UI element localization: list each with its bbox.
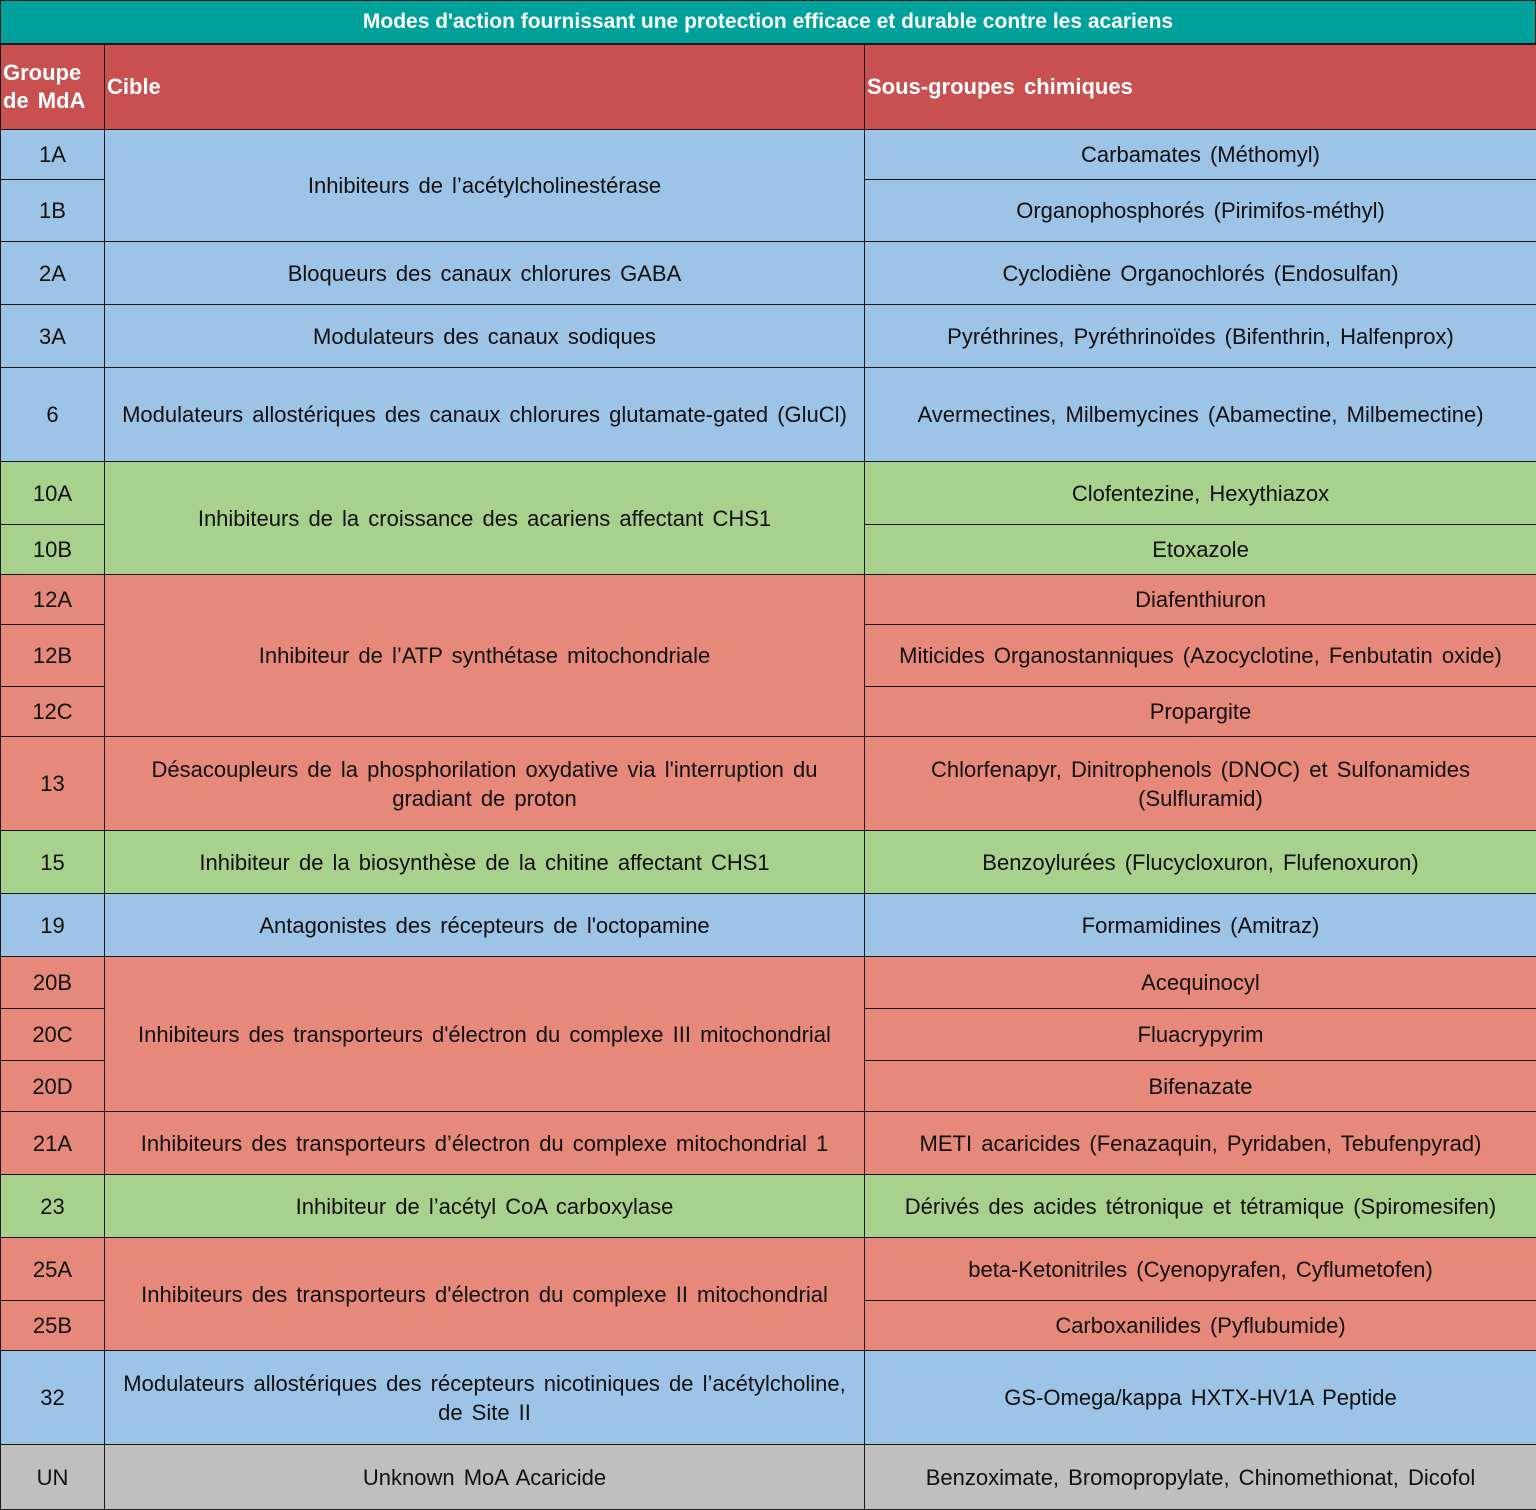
moa-table <box>0 44 1536 1510</box>
table-row <box>1 575 1536 625</box>
group-cell: 32 <box>1 1351 105 1445</box>
group-cell: 12C <box>1 687 105 737</box>
subgroup-cell: beta-Ketonitriles (Cyenopyrafen, Cyflumetofen) <box>865 1238 1536 1301</box>
target-cell: Modulateurs allostériques des récepteurs nicotiniques de l’acétylcholine, de Site II <box>105 1351 865 1445</box>
group-cell: 23 <box>1 1175 105 1238</box>
subgroup-cell: Miticides Organostanniques (Azocyclotine, Fenbutatin oxide) <box>865 625 1536 687</box>
table-row <box>1 1112 1536 1175</box>
target-cell: Inhibiteur de l’ATP synthétase mitochondriale <box>105 575 865 737</box>
header-row <box>1 45 1536 130</box>
table-row <box>1 242 1536 305</box>
subgroup-cell: Fluacrypyrim <box>865 1009 1536 1061</box>
table-row <box>1 1238 1536 1301</box>
group-cell: 3A <box>1 305 105 368</box>
group-cell: 20B <box>1 957 105 1009</box>
table-row <box>1 462 1536 525</box>
subgroup-cell: Organophosphorés (Pirimifos-méthyl) <box>865 180 1536 242</box>
group-cell: 20C <box>1 1009 105 1061</box>
group-cell: 21A <box>1 1112 105 1175</box>
table-row <box>1 368 1536 462</box>
target-cell: Inhibiteurs des transporteurs d’électron du complexe mitochondrial 1 <box>105 1112 865 1175</box>
subgroup-cell: Carbamates (Méthomyl) <box>865 130 1536 180</box>
table-row <box>1 894 1536 957</box>
subgroup-cell: Bifenazate <box>865 1061 1536 1112</box>
table-title: Modes d'action fournissant une protection efficace et durable contre les acariens <box>0 0 1536 44</box>
subgroup-cell: Diafenthiuron <box>865 575 1536 625</box>
table-row <box>1 1445 1536 1510</box>
table-row <box>1 305 1536 368</box>
subgroup-cell: Formamidines (Amitraz) <box>865 894 1536 957</box>
target-cell: Bloqueurs des canaux chlorures GABA <box>105 242 865 305</box>
target-cell: Inhibiteurs des transporteurs d'électron du complexe II mitochondrial <box>105 1238 865 1351</box>
target-cell: Inhibiteurs des transporteurs d'électron du complexe III mitochondrial <box>105 957 865 1112</box>
subgroup-cell: Etoxazole <box>865 525 1536 575</box>
group-cell: 12B <box>1 625 105 687</box>
subgroup-cell: Acequinocyl <box>865 957 1536 1009</box>
subgroup-cell: Benzoximate, Bromopropylate, Chinomethionat, Dicofol <box>865 1445 1536 1510</box>
target-cell: Unknown MoA Acaricide <box>105 1445 865 1510</box>
header-group: Groupe de MdA <box>1 45 105 130</box>
table-row <box>1 1351 1536 1445</box>
target-cell: Inhibiteur de l’acétyl CoA carboxylase <box>105 1175 865 1238</box>
group-cell: 2A <box>1 242 105 305</box>
table-row <box>1 957 1536 1009</box>
target-cell: Inhibiteurs de l’acétylcholinestérase <box>105 130 865 242</box>
group-cell: 10B <box>1 525 105 575</box>
group-cell: 1A <box>1 130 105 180</box>
group-cell: 13 <box>1 737 105 831</box>
group-cell: 25B <box>1 1301 105 1351</box>
table-row <box>1 737 1536 831</box>
header-subgroups: Sous-groupes chimiques <box>865 45 1536 130</box>
subgroup-cell: Propargite <box>865 687 1536 737</box>
group-cell: 1B <box>1 180 105 242</box>
group-cell: 15 <box>1 831 105 894</box>
target-cell: Désacoupleurs de la phosphorilation oxydative via l'interruption du gradiant de proton <box>105 737 865 831</box>
table-row <box>1 1175 1536 1238</box>
subgroup-cell: Clofentezine, Hexythiazox <box>865 462 1536 525</box>
subgroup-cell: Benzoylurées (Flucycloxuron, Flufenoxuron) <box>865 831 1536 894</box>
target-cell: Modulateurs allostériques des canaux chlorures glutamate-gated (GluCl) <box>105 368 865 462</box>
table-row <box>1 831 1536 894</box>
group-cell: 20D <box>1 1061 105 1112</box>
subgroup-cell: Cyclodiène Organochlorés (Endosulfan) <box>865 242 1536 305</box>
group-cell: 25A <box>1 1238 105 1301</box>
subgroup-cell: Pyréthrines, Pyréthrinoïdes (Bifenthrin, Halfenprox) <box>865 305 1536 368</box>
subgroup-cell: Chlorfenapyr, Dinitrophenols (DNOC) et Sulfonamides (Sulfluramid) <box>865 737 1536 831</box>
target-cell: Inhibiteurs de la croissance des acariens affectant CHS1 <box>105 462 865 575</box>
group-cell: 12A <box>1 575 105 625</box>
target-cell: Modulateurs des canaux sodiques <box>105 305 865 368</box>
group-cell: 10A <box>1 462 105 525</box>
subgroup-cell: Avermectines, Milbemycines (Abamectine, Milbemectine) <box>865 368 1536 462</box>
group-cell: UN <box>1 1445 105 1510</box>
header-target: Cible <box>105 45 865 130</box>
subgroup-cell: Dérivés des acides tétronique et tétramique (Spiromesifen) <box>865 1175 1536 1238</box>
subgroup-cell: METI acaricides (Fenazaquin, Pyridaben, Tebufenpyrad) <box>865 1112 1536 1175</box>
target-cell: Inhibiteur de la biosynthèse de la chitine affectant CHS1 <box>105 831 865 894</box>
target-cell: Antagonistes des récepteurs de l'octopamine <box>105 894 865 957</box>
subgroup-cell: GS-Omega/kappa HXTX-HV1A Peptide <box>865 1351 1536 1445</box>
group-cell: 19 <box>1 894 105 957</box>
group-cell: 6 <box>1 368 105 462</box>
table-row <box>1 130 1536 180</box>
subgroup-cell: Carboxanilides (Pyflubumide) <box>865 1301 1536 1351</box>
